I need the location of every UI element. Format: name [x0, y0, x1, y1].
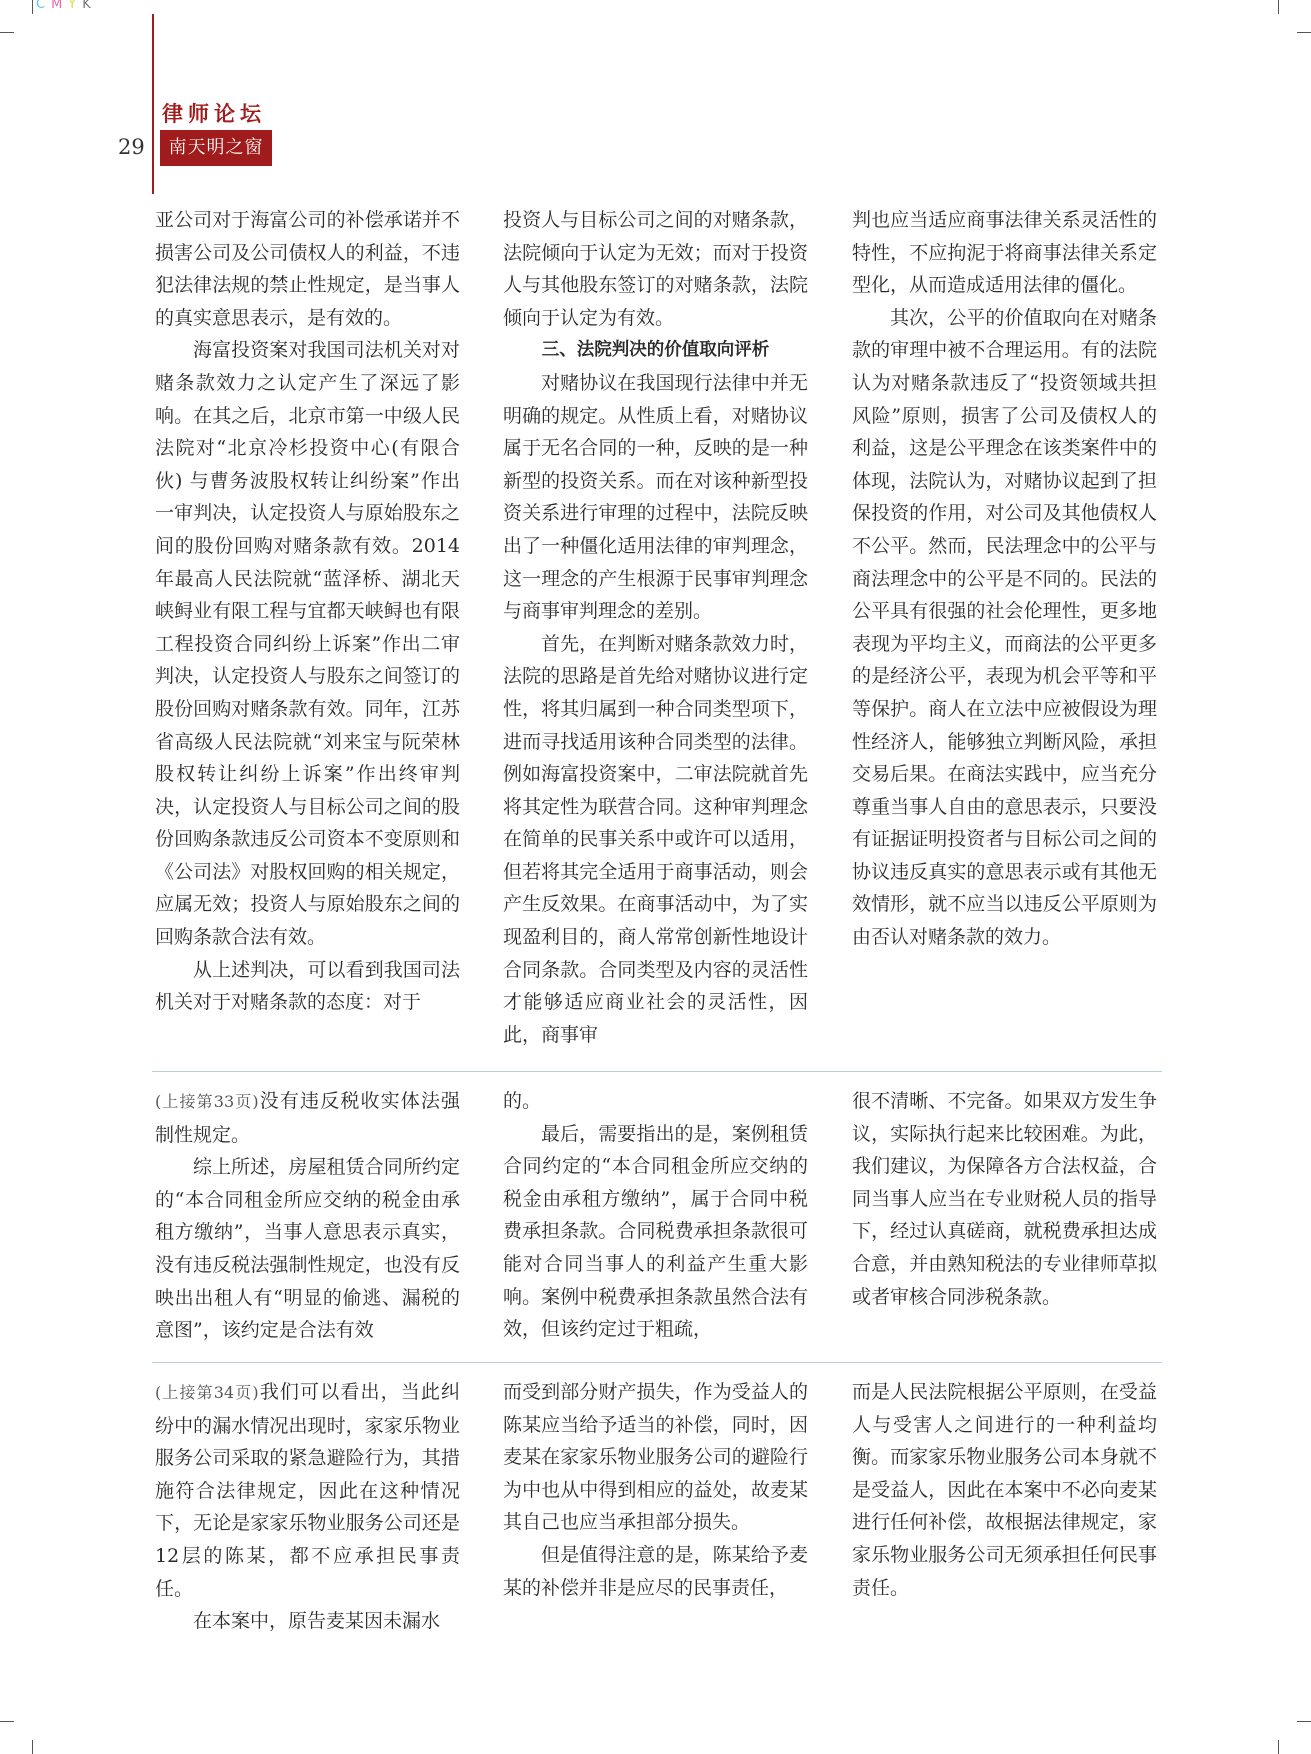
cmyk-k: K [82, 0, 97, 12]
paragraph-text: 没有违反税收实体法强制性规定。 [155, 1090, 460, 1146]
paragraph-text: 我们可以看出，当此纠纷中的漏水情况出现时，家家乐物业服务公司采取的紧急避险行为，其措施符合法律规定，因此在这种情况下，无论是家家乐物业服务公司还是12层的陈某，都不应承担民事责任。 [155, 1381, 460, 1600]
crop-mark-tl-h [0, 32, 14, 33]
section-heading: 三、法院判决的价值取向评析 [541, 340, 770, 361]
crop-mark-tl-v [32, 0, 33, 14]
page-number: 29 [118, 135, 145, 159]
paragraph: 首先，在判断对赌条款效力时，法院的思路是首先给对赌协议进行定性，将其归属到一种合同类型项下，进而寻找适用该种合同类型的法律。例如海富投资案中，二审法院就首先将其定性为联营合同。这种审判理念在简单的民事关系中或许可以适用，但若将其完全适用于商事活动，则会产生反效果。在商事活动中，为了实现盈利目的，商人常常创新性地设计合同条款。合同类型及内容的灵活性才能够适应商业社会的灵活性，因此，商事审 [503, 632, 808, 1046]
paragraph: 亚公司对于海富公司的补偿承诺并不损害公司及公司债权人的利益，不违犯法律法规的禁止性规定，是当事人的真实意思表示，是有效的。 [155, 209, 460, 329]
article1-column-1 [155, 204, 460, 1019]
article1-column-3 [852, 204, 1157, 954]
cmyk-color-bar [36, 0, 97, 12]
cmyk-c: C [36, 0, 52, 12]
article3-column-2 [503, 1376, 808, 1604]
paragraph: 而是人民法院根据公平原则，在受益人与受害人之间进行的一种利益均衡。而家家乐物业服务公司本身就不是受益人，因此在本案中不必向麦某进行任何补偿，故根据法律规定，家家乐物业服务公司无须承担任何民事责任。 [852, 1381, 1157, 1599]
crop-mark-bl-v [32, 1740, 33, 1754]
paragraph: 综上所述，房屋租赁合同所约定的“本合同租金所应交纳的税金由承租方缴纳”，当事人意思表示真实，没有违反税法强制性规定，也没有反映出出租人有“明显的偷逃、漏税的意图”，该约定是合法有效 [155, 1156, 460, 1342]
section-divider [152, 1071, 1162, 1072]
article2-column-1 [155, 1085, 460, 1347]
article3-column-3 [852, 1376, 1157, 1604]
paragraph: 的。 [503, 1090, 542, 1112]
paragraph: 最后，需要指出的是，案例租赁合同约定的“本合同租金所应交纳的税金由承租方缴纳”，属于合同中税费承担条款。合同税费承担条款很可能对合同当事人的利益产生重大影响。案例中税费承担条款虽然合法有效，但该约定过于粗疏， [503, 1122, 808, 1341]
crop-mark-br-h [1297, 1721, 1311, 1722]
paragraph: 很不清晰、不完备。如果双方发生争议，实际执行起来比较困难。为此，我们建议，为保障各方合法权益，合同当事人应当在专业财税人员的指导下，经过认真磋商，就税费承担达成合意，并由熟知税法的专业律师草拟或者审核合同涉税条款。 [852, 1090, 1157, 1308]
paragraph: 但是值得注意的是，陈某给予麦某的补偿并非是应尽的民事责任， [503, 1543, 808, 1599]
article1-column-2 [503, 204, 808, 1051]
paragraph [155, 1376, 460, 1605]
cmyk-y: Y [68, 0, 83, 12]
continuation-ref: (上接第33页) [155, 1092, 259, 1111]
section-divider [152, 1362, 1162, 1363]
continuation-ref: (上接第34页) [155, 1383, 259, 1402]
crop-mark-bl-h [0, 1721, 14, 1722]
paragraph: 海富投资案对我国司法机关对对赌条款效力之认定产生了深远了影响。在其之后，北京市第一中级人民法院对“北京冷杉投资中心(有限合伙) 与曹务波股权转让纠纷案”作出一审判决，认定投资人与原始股东之间的股份回购对赌条款有效。2014年最高人民法院就“蓝泽桥、湖北天峡鲟业有限工程与宜都天峡鲟也有限工程投资合同纠纷上诉案”作出二审判决，认定投资人与股东之间签订的股份回购对赌条款有效。同年，江苏省高级人民法院就“刘来宝与阮荣林股权转让纠纷上诉案”作出终审判决，认定投资人与目标公司之间的股份回购条款违反公司资本不变原则和《公司法》对股权回购的相关规定，应属无效；投资人与原始股东之间的回购条款合法有效。 [155, 339, 460, 949]
header-rule [152, 14, 154, 194]
section-title: 律师论坛 [162, 102, 266, 126]
paragraph: 对赌协议在我国现行法律中并无明确的规定。从性质上看，对赌协议属于无名合同的一种，反映的是一种新型的投资关系。而在对该种新型投资关系进行审理的过程中，法院反映出了一种僵化适用法律的审判理念，这一理念的产生根源于民事审判理念与商事审判理念的差别。 [503, 371, 808, 623]
crop-mark-br-v [1278, 1740, 1279, 1754]
paragraph [155, 1085, 460, 1151]
crop-mark-tr-h [1297, 32, 1311, 33]
paragraph: 从上述判决，可以看到我国司法机关对于对赌条款的态度：对于 [155, 958, 460, 1014]
paragraph: 在本案中，原告麦某因未漏水 [193, 1610, 441, 1633]
paragraph: 其次，公平的价值取向在对赌条款的审理中被不合理运用。有的法院认为对赌条款违反了“投资领域共担风险”原则，损害了公司及债权人的利益，这是公平理念在该类案件中的体现，法院认为，对赌协议起到了担保投资的作用，对公司及其他债权人不公平。然而，民法理念中的公平与商法理念中的公平是不同的。民法的公平具有很强的社会伦理性，更多地表现为平均主义，而商法的公平更多的是经济公平，表现为机会平等和平等保护。商人在立法中应被假设为理性经济人，能够独立判断风险，承担交易后果。在商法实践中，应当充分尊重当事人自由的意思表示，只要没有证据证明投资者与目标公司之间的协议违反真实的意思表示或有其他无效情形，就不应当以违反公平原则为由否认对赌条款的效力。 [852, 306, 1157, 949]
article2-column-2 [503, 1085, 808, 1346]
paragraph: 判也应当适应商事法律关系灵活性的特性，不应拘泥于将商事法律关系定型化，从而造成适用法律的僵化。 [852, 209, 1157, 297]
paragraph: 而受到部分财产损失，作为受益人的陈某应当给予适当的补偿，同时，因麦某在家家乐物业服务公司的避险行为中也从中得到相应的益处，故麦某其自己也应当承担部分损失。 [503, 1381, 808, 1534]
column-label: 南天明之窗 [160, 130, 272, 166]
crop-mark-tr-v [1278, 0, 1279, 14]
article2-column-3 [852, 1085, 1157, 1313]
paragraph: 投资人与目标公司之间的对赌条款，法院倾向于认定为无效；而对于投资人与其他股东签订的对赌条款，法院倾向于认定为有效。 [503, 209, 808, 329]
cmyk-m: M [51, 0, 69, 12]
article3-column-1 [155, 1376, 460, 1638]
